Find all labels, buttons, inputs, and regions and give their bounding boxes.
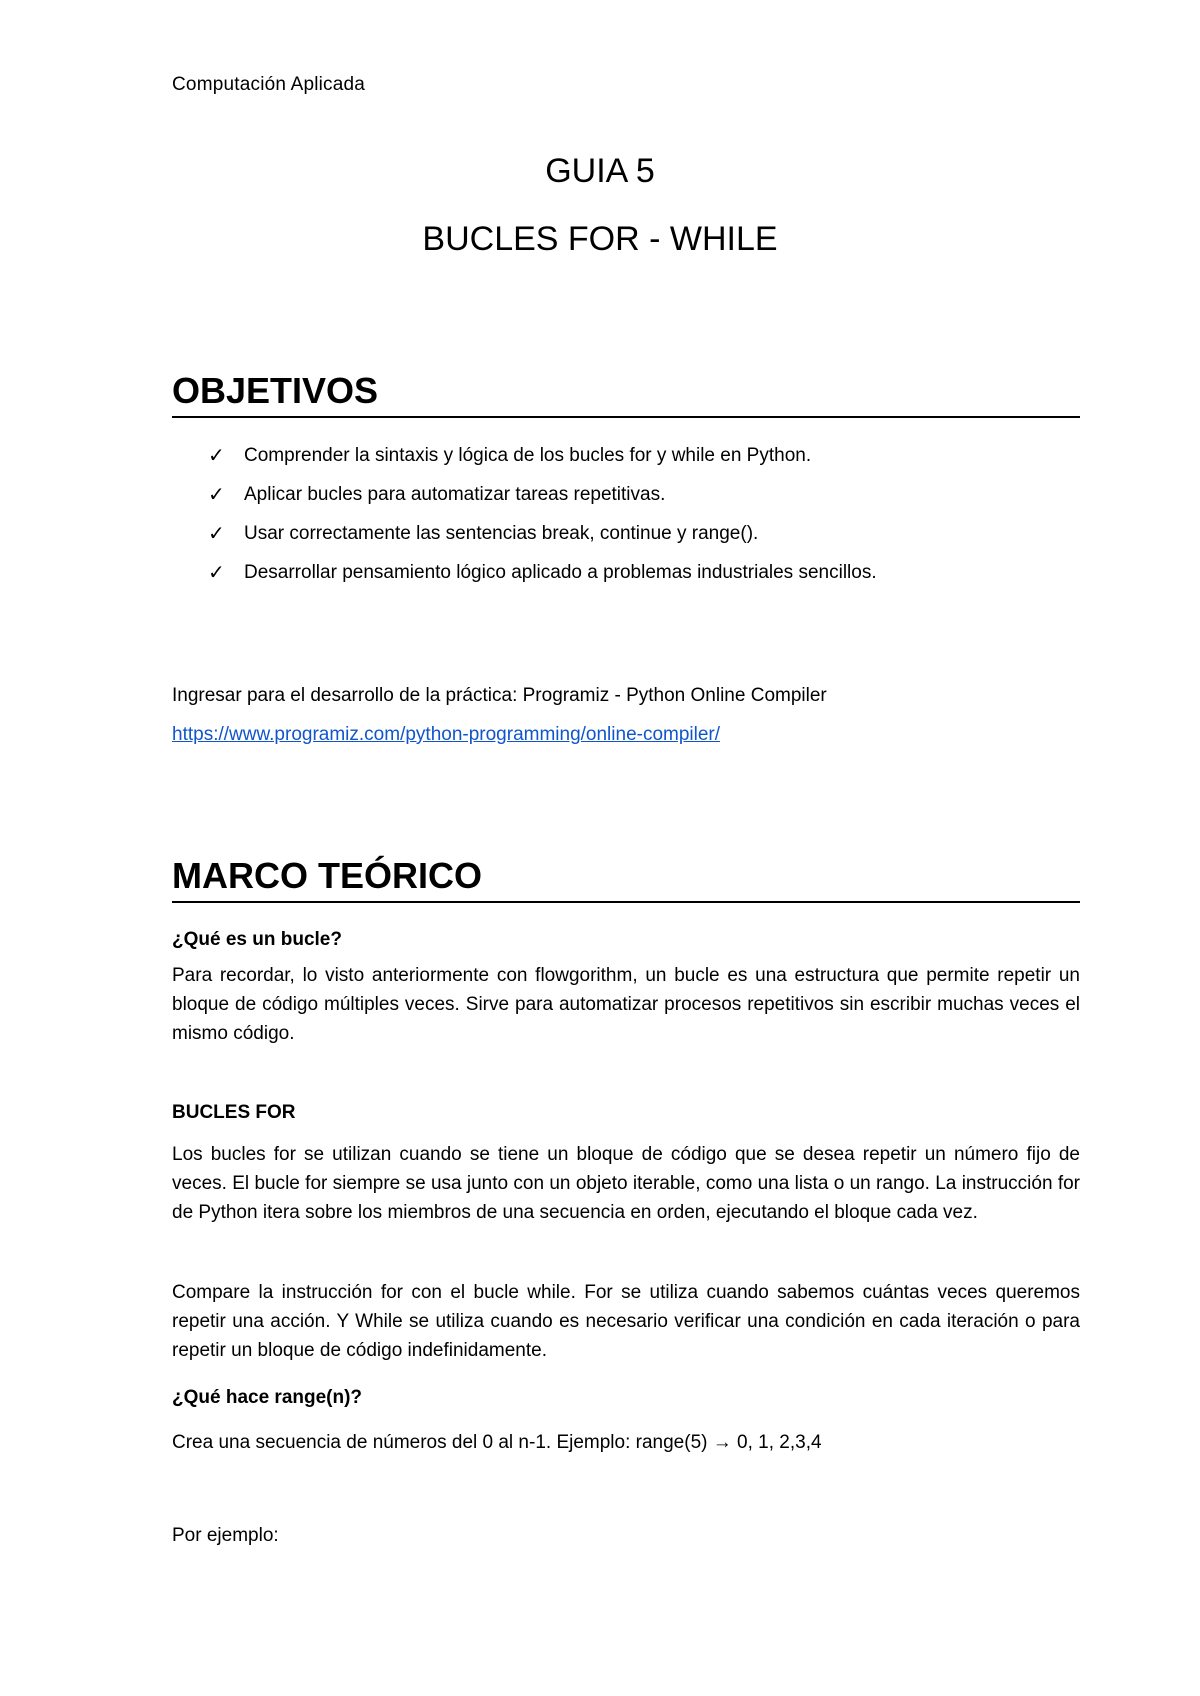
checkmark-icon: ✓ <box>208 445 225 467</box>
objective-text: Desarrollar pensamiento lógico aplicado a problemas industriales sencillos. <box>244 561 877 583</box>
checkmark-icon: ✓ <box>208 484 225 506</box>
paragraph-example-intro: Por ejemplo: <box>172 1525 279 1546</box>
guide-subtitle: BUCLES FOR - WHILE <box>422 220 778 258</box>
list-item <box>208 553 877 592</box>
paragraph-range: Crea una secuencia de números del 0 al n-1. Ejemplo: range(5) → 0, 1, 2,3,4 <box>172 1432 822 1453</box>
checkmark-icon: ✓ <box>208 523 225 545</box>
compiler-link[interactable]: https://www.programiz.com/python-programming/online-compiler/ <box>172 724 721 745</box>
objective-text: Aplicar bucles para automatizar tareas repetitivas. <box>244 483 666 505</box>
checkmark-icon: ✓ <box>208 562 225 584</box>
list-item <box>208 436 877 475</box>
paragraph-loop-definition: Para recordar, lo visto anteriormente con flowgorithm, un bucle es una estructura que permite repetir un bloque de código múltiples veces. Sirve para automatizar procesos repetitivos sin escribir muchas veces el mismo código. <box>172 965 1080 1044</box>
practice-intro: Ingresar para el desarrollo de la práctica: Programiz - Python Online Compiler <box>172 685 827 706</box>
page-header: Computación Aplicada <box>172 74 366 95</box>
objective-text: Comprender la sintaxis y lógica de los bucles for y while en Python. <box>244 444 812 466</box>
paragraph-for-loops: Los bucles for se utilizan cuando se tiene un bloque de código que se desea repetir un número fijo de veces. El bucle for siempre se usa junto con un objeto iterable, como una lista o un rango. La instrucción for de Python itera sobre los miembros de una secuencia en orden, ejecutando el bloque cada vez. <box>172 1144 1080 1223</box>
objectives-list <box>208 436 877 592</box>
list-item <box>208 514 877 553</box>
objective-text: Usar correctamente las sentencias break, continue y range(). <box>244 522 759 544</box>
objectives-heading: OBJETIVOS <box>172 370 1080 418</box>
question-range: ¿Qué hace range(n)? <box>172 1387 363 1408</box>
for-loops-heading: BUCLES FOR <box>172 1102 296 1123</box>
list-item <box>208 475 877 514</box>
guide-title: GUIA 5 <box>545 152 655 190</box>
question-what-is-loop: ¿Qué es un bucle? <box>172 929 342 950</box>
paragraph-for-vs-while: Compare la instrucción for con el bucle while. For se utiliza cuando sabemos cuántas veces queremos repetir una acción. Y While se utiliza cuando es necesario verificar una condición en cada iteración o para repetir un bloque de código indefinidamente. <box>172 1282 1080 1361</box>
theory-heading: MARCO TEÓRICO <box>172 855 1080 903</box>
